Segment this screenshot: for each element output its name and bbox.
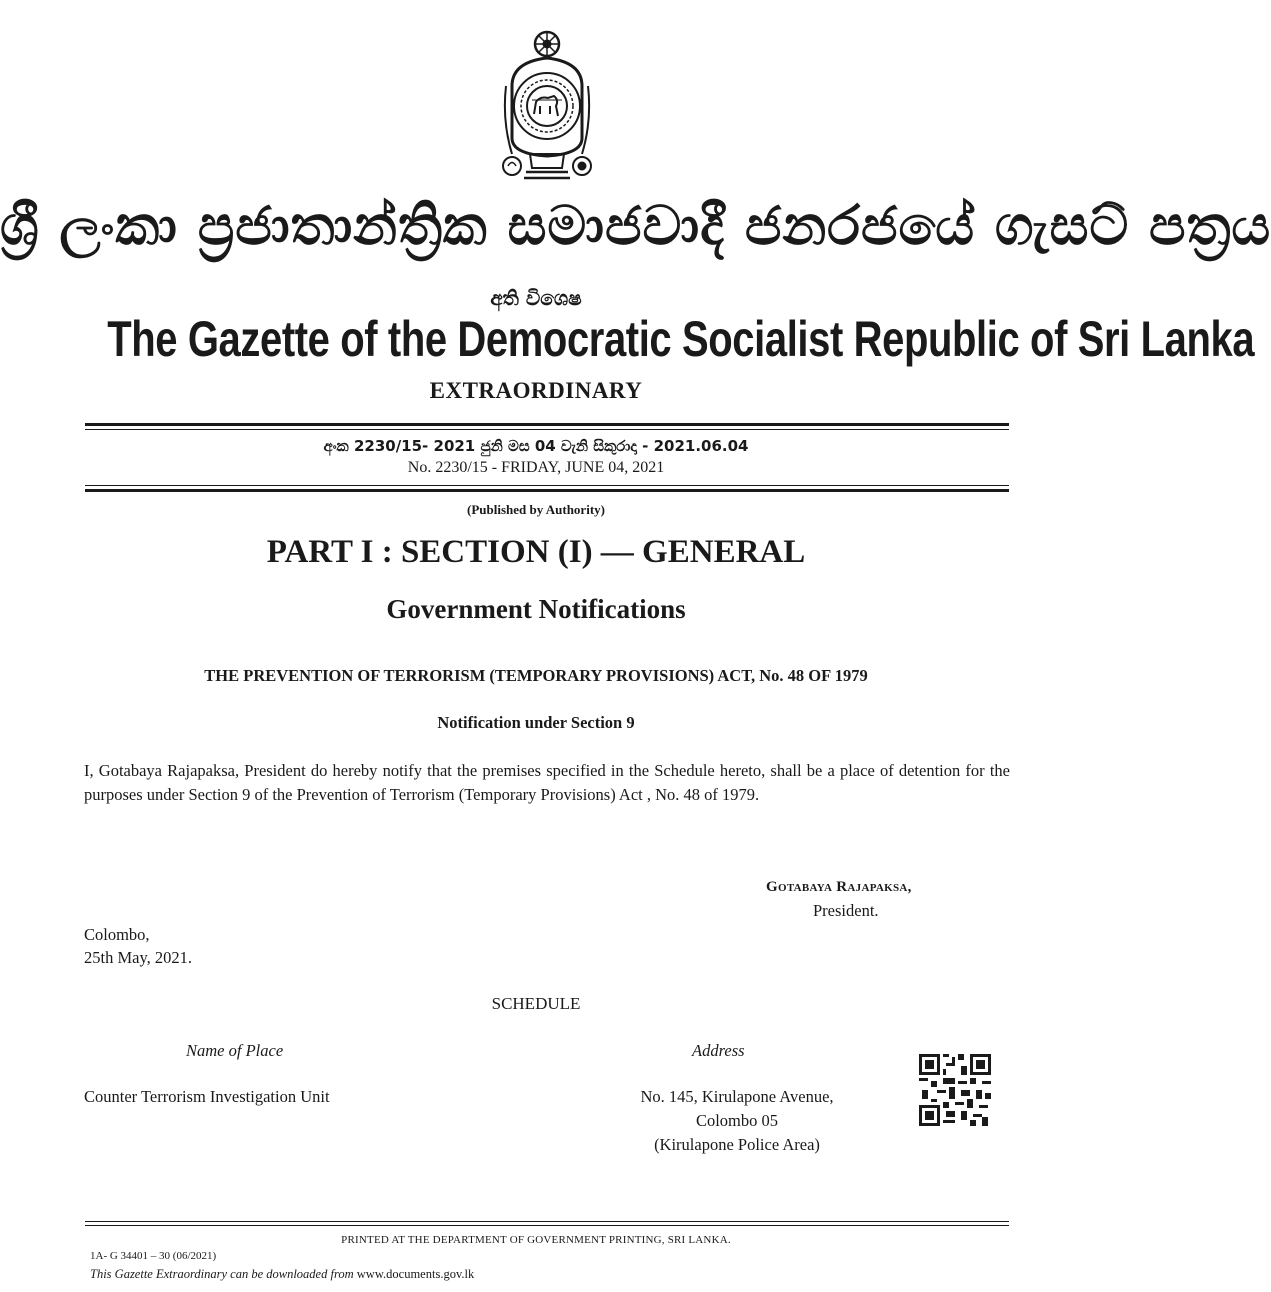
column-header-name-of-place: Name of Place xyxy=(186,1041,284,1060)
address-line: No. 145, Kirulapone Avenue, xyxy=(640,1087,834,1106)
gazette-title-sinhala: ශ්‍රී ලංකා ප්‍රජාතාන්ත්‍රික සමාජවාදී ජනරජයේ ගැසට් පත්‍රය xyxy=(0,194,1271,257)
signatory-name: Gotabaya Rajapaksa, xyxy=(766,879,912,895)
download-text: This Gazette Extraordinary can be downloaded from xyxy=(90,1267,354,1281)
place-and-date xyxy=(84,923,192,969)
divider xyxy=(85,423,1009,426)
date: 25th May, 2021. xyxy=(84,948,193,967)
signatory-title: President. xyxy=(813,901,879,920)
printer-imprint: PRINTED AT THE DEPARTMENT OF GOVERNMENT PRINTING, SRI LANKA. xyxy=(341,1234,731,1246)
divider xyxy=(85,489,1009,492)
divider xyxy=(85,429,1009,430)
address-line: Colombo 05 xyxy=(695,1111,779,1130)
schedule-heading: SCHEDULE xyxy=(491,994,581,1013)
table-cell-address xyxy=(612,1085,862,1157)
notification-body: I, Gotabaya Rajapaksa, President do hereby notify that the premises specified in the Schedule hereto, shall be a place of detention for the purposes under Section 9 of the Prevention of Terrorism (Temporary Provisions) Act , No. 48 of 1979. xyxy=(84,761,1010,804)
print-code: 1A- G 34401 – 30 (06/2021) xyxy=(90,1250,217,1262)
state-emblem-icon xyxy=(492,26,602,184)
download-link[interactable]: www.documents.gov.lk xyxy=(356,1267,475,1281)
download-note xyxy=(90,1265,474,1283)
divider xyxy=(85,485,1009,486)
qr-code-icon xyxy=(919,1054,991,1126)
gazette-title-english: The Gazette of the Democratic Socialist Republic of Sri Lanka xyxy=(107,311,1255,367)
issue-number-sinhala: අංක 2230/15- 2021 ජුනි මස 04 වැනි සිකුරාදා - 2021.06.04 xyxy=(323,437,749,455)
place: Colombo, xyxy=(84,925,150,944)
extraordinary-label: EXTRAORDINARY xyxy=(429,378,643,403)
divider xyxy=(85,1225,1009,1226)
table-cell-name: Counter Terrorism Investigation Unit xyxy=(84,1087,330,1106)
column-header-address: Address xyxy=(692,1041,745,1060)
extraordinary-label-sinhala: අති විශෙෂ xyxy=(490,286,582,310)
part-heading: PART I : SECTION (I) — GENERAL xyxy=(266,534,806,570)
issue-number-english: No. 2230/15 - FRIDAY, JUNE 04, 2021 xyxy=(407,459,665,476)
published-by-authority: (Published by Authority) xyxy=(467,502,605,517)
section-subheading: Government Notifications xyxy=(386,594,686,624)
notification-title: Notification under Section 9 xyxy=(437,713,635,732)
act-title: THE PREVENTION OF TERRORISM (TEMPORARY PROVISIONS) ACT, No. 48 OF 1979 xyxy=(204,666,868,685)
address-line: (Kirulapone Police Area) xyxy=(654,1135,820,1154)
divider xyxy=(85,1221,1009,1222)
